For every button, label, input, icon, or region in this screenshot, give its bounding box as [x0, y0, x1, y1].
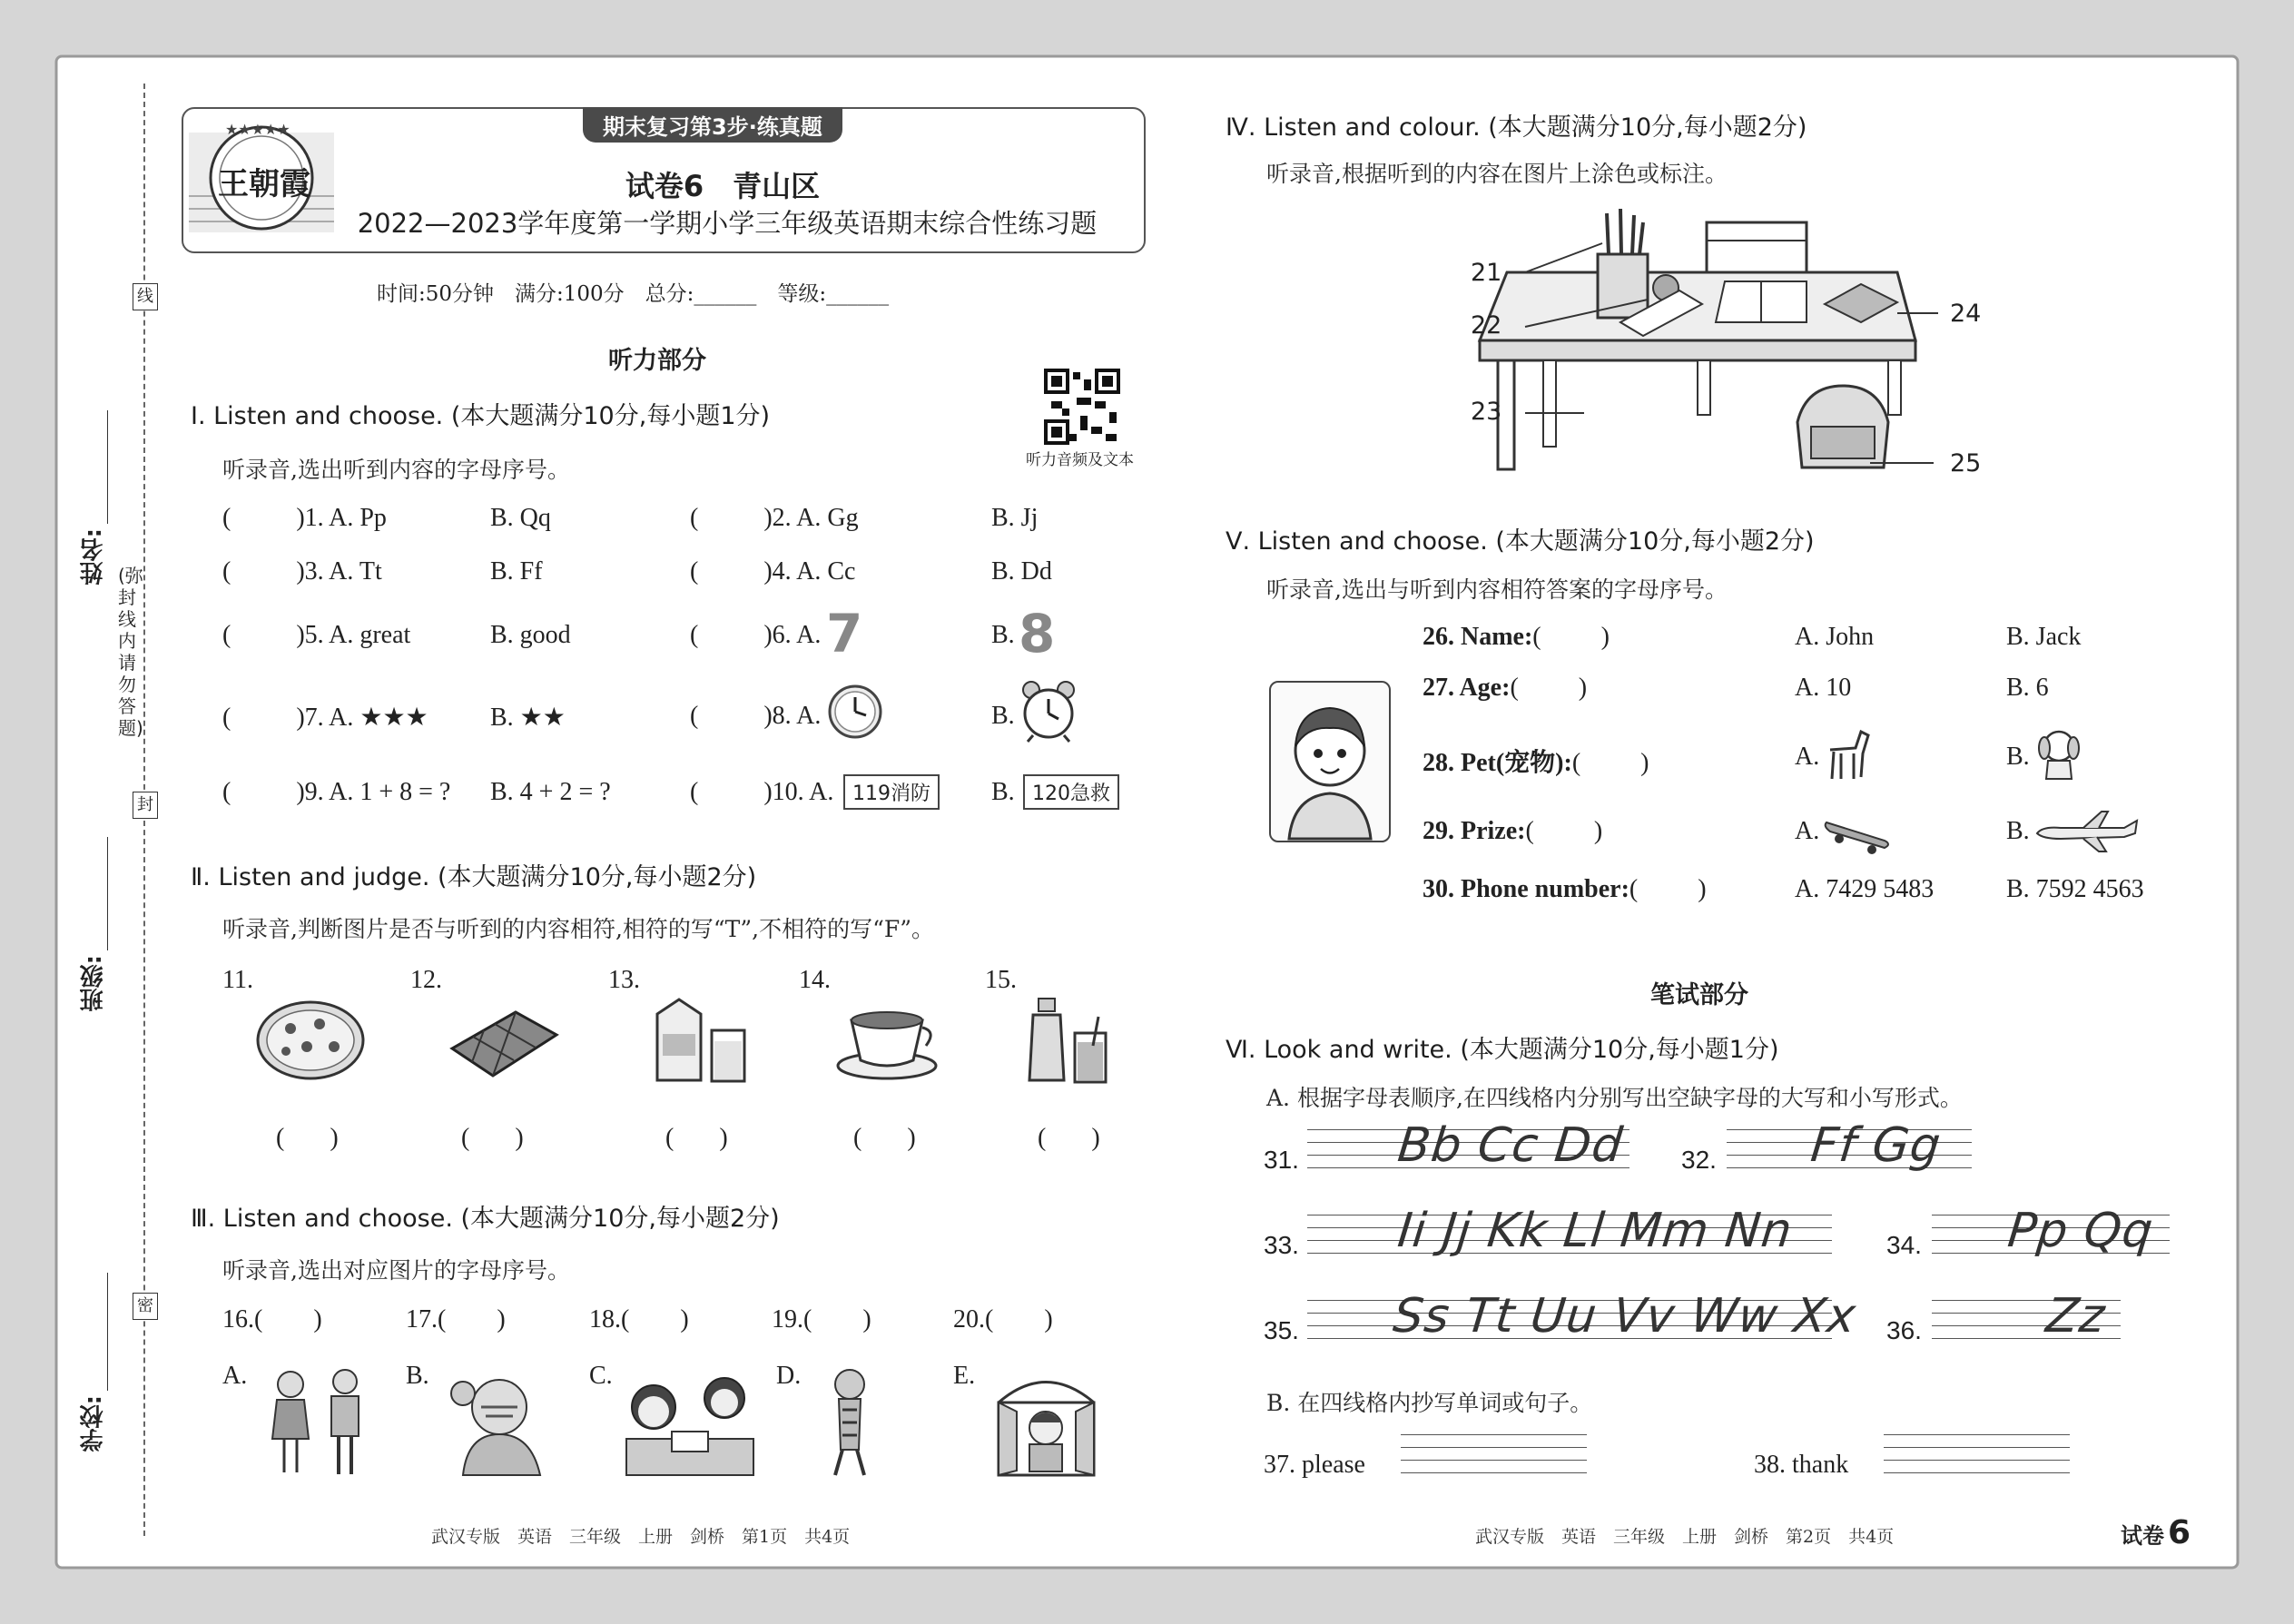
s1-item-2-b[interactable]: B. Jj	[991, 504, 1039, 532]
badge-label: 试卷	[2121, 1523, 2164, 1549]
tea-cup-picture	[835, 1000, 940, 1082]
s2-num-14: 14.	[799, 966, 831, 994]
s1-item-4-b[interactable]: B. Dd	[991, 557, 1052, 586]
s2-answer-13[interactable]: ( )	[665, 1124, 728, 1152]
seal-mi-mark: 密	[133, 1293, 158, 1320]
s3-letter-e: E.	[953, 1362, 976, 1390]
section-6-part-a: A. 根据字母表顺序,在四线格内分别写出空缺字母的大写和小写形式。	[1266, 1085, 1963, 1111]
s1-item-6-b[interactable]: B.	[991, 621, 1015, 649]
s3-item-20[interactable]: 20.( )	[953, 1305, 1053, 1334]
section-1-instruction: 听录音,选出听到内容的字母序号。	[222, 457, 570, 483]
s2-answer-12[interactable]: ( )	[461, 1124, 524, 1152]
s1-item-4[interactable]: ( )4. A. Cc	[690, 557, 856, 586]
letters-33: Ii Jj Kk Ll Mm Nn	[1394, 1204, 1796, 1258]
section-2-title: Ⅱ. Listen and judge. (本大题满分10分,每小题2分)	[191, 863, 757, 891]
s5-30-b[interactable]: B. 7592 4563	[2006, 875, 2144, 903]
chocolate-picture	[443, 1008, 561, 1080]
s2-num-12: 12.	[410, 966, 442, 994]
s5-28-a[interactable]: A.	[1795, 743, 1820, 771]
s3-letter-d: D.	[776, 1362, 802, 1390]
qr-caption: 听力音频及文本	[1026, 451, 1134, 469]
s5-27-b[interactable]: B. 6	[2006, 674, 2049, 702]
s5-29-a[interactable]: A.	[1795, 817, 1820, 845]
s6-num-32: 32.	[1681, 1146, 1717, 1174]
badge-number: 6	[2168, 1514, 2191, 1551]
s3-letter-a: A.	[222, 1362, 248, 1390]
boy-portrait	[1269, 681, 1391, 842]
s6-copy-37: 37. please	[1264, 1451, 1365, 1479]
header-box	[182, 107, 1146, 253]
s1-item-10-b[interactable]: B.	[991, 778, 1015, 806]
name-field[interactable]	[107, 410, 108, 524]
section-1-title: Ⅰ. Listen and choose. (本大题满分10分,每小题1分)	[191, 402, 771, 430]
section-2-instruction: 听录音,判断图片是否与听到的内容相符,相符的写“T”,不相符的写“F”。	[222, 916, 934, 942]
footer-right: 武汉专版 英语 三年级 上册 剑桥 第2页 共4页	[1475, 1527, 1895, 1547]
name-label: 姓名:	[80, 528, 107, 586]
class-label: 班级:	[80, 955, 107, 1012]
s5-q-28[interactable]: 28. Pet(宠物):( )	[1423, 749, 1649, 777]
s1-item-8-b[interactable]: B.	[991, 702, 1015, 730]
s2-num-15: 15.	[985, 966, 1017, 994]
s1-item-9[interactable]: ( )9. A. 1 + 8 = ?	[222, 778, 451, 806]
pizza-picture	[254, 997, 368, 1083]
s1-item-5-b[interactable]: B. good	[490, 621, 571, 649]
four-line-37[interactable]	[1401, 1434, 1587, 1474]
section-5-instruction: 听录音,选出与听到内容相符答案的字母序号。	[1266, 576, 1728, 603]
alarm-clock-icon	[1019, 679, 1078, 743]
dog-icon	[2033, 726, 2084, 782]
two-children-picture	[259, 1362, 377, 1480]
series-banner: 期末复习第3步·练真题	[583, 107, 842, 143]
s5-26-b[interactable]: B. Jack	[2006, 623, 2082, 651]
s2-answer-15[interactable]: ( )	[1038, 1124, 1100, 1152]
digit-7-glyph: 7	[826, 603, 863, 664]
s5-30-a[interactable]: A. 7429 5483	[1795, 875, 1935, 903]
fire-119-box: 119消防	[843, 774, 940, 810]
boy-window-picture	[989, 1366, 1103, 1480]
desk-label-23: 23	[1471, 398, 1502, 426]
footer-left: 武汉专版 英语 三年级 上册 剑桥 第1页 共4页	[431, 1527, 851, 1547]
juice-picture	[1028, 989, 1118, 1088]
tiger-toy-picture	[817, 1366, 881, 1480]
airplane-icon	[2033, 808, 2142, 853]
s3-item-18[interactable]: 18.( )	[589, 1305, 689, 1334]
desk-label-24: 24	[1950, 300, 1982, 328]
desk-label-22: 22	[1471, 311, 1502, 340]
s1-item-3[interactable]: ( )3. A. Tt	[222, 557, 382, 586]
s1-item-1-b[interactable]: B. Qq	[490, 504, 551, 532]
s5-29-b[interactable]: B.	[2006, 817, 2030, 845]
s1-item-1[interactable]: ( )1. A. Pp	[222, 504, 387, 532]
section-4-instruction: 听录音,根据听到的内容在图片上涂色或标注。	[1266, 161, 1728, 187]
letters-32: Ff Gg	[1807, 1118, 1944, 1173]
paper-number-badge	[2121, 1514, 2191, 1551]
horse-icon	[1821, 723, 1872, 786]
s3-item-17[interactable]: 17.( )	[406, 1305, 506, 1334]
letters-34: Pp Qq	[2004, 1204, 2156, 1258]
seal-feng-mark: 封	[133, 792, 158, 819]
paper-subtitle: 2022—2023学年度第一学期小学三年级英语期末综合性练习题	[357, 208, 1098, 239]
s2-answer-14[interactable]: ( )	[853, 1124, 916, 1152]
s6-num-36: 36.	[1886, 1316, 1922, 1344]
desk-label-21: 21	[1471, 259, 1502, 287]
s5-q-29[interactable]: 29. Prize:( )	[1423, 817, 1603, 845]
school-field[interactable]	[107, 1273, 108, 1391]
letters-31: Bb Cc Dd	[1394, 1118, 1626, 1173]
s3-letter-b: B.	[406, 1362, 429, 1390]
s6-copy-38: 38. thank	[1754, 1451, 1849, 1479]
binding-margin	[56, 56, 165, 1568]
section-6-part-b: B. 在四线格内抄写单词或句子。	[1266, 1390, 1593, 1416]
svg-text:★★★★★: ★★★★★	[225, 121, 290, 138]
wall-clock-icon	[826, 683, 884, 741]
s1-item-7[interactable]: ( )7. A. ★★★	[222, 704, 428, 732]
listening-title: 听力部分	[608, 347, 706, 375]
section-3-instruction: 听录音,选出对应图片的字母序号。	[222, 1257, 570, 1284]
s5-q-27[interactable]: 27. Age:( )	[1423, 674, 1588, 702]
tiger-mascot-picture	[440, 1366, 558, 1480]
digit-8-glyph: 8	[1019, 603, 1056, 664]
desk-label-25: 25	[1950, 449, 1982, 477]
s1-item-7-b[interactable]: B. ★★	[490, 704, 566, 732]
s2-num-11: 11.	[222, 966, 253, 994]
s5-27-a[interactable]: A. 10	[1795, 674, 1852, 702]
kids-at-desk-picture	[617, 1366, 763, 1480]
s3-letter-c: C.	[589, 1362, 613, 1390]
section-3-title: Ⅲ. Listen and choose. (本大题满分10分,每小题2分)	[191, 1205, 780, 1233]
qr-code[interactable]	[1044, 369, 1120, 445]
s2-answer-11[interactable]: ( )	[276, 1124, 339, 1152]
seal-warning: (弥封线内请勿答题)	[118, 565, 143, 739]
s5-26-a[interactable]: A. John	[1795, 623, 1875, 651]
s6-num-34: 34.	[1886, 1231, 1922, 1259]
s1-item-6[interactable]: ( )6. A.	[690, 621, 822, 649]
section-6-title: Ⅵ. Look and write. (本大题满分10分,每小题1分)	[1226, 1036, 1779, 1064]
s1-item-9-b[interactable]: B. 4 + 2 = ?	[490, 778, 611, 806]
s6-num-31: 31.	[1264, 1146, 1299, 1174]
school-label: 学校:	[80, 1395, 107, 1452]
writing-title: 笔试部分	[1650, 981, 1748, 1009]
exam-meta: 时间:50分钟 满分:100分 总分:______ 等级:______	[377, 282, 890, 306]
s5-28-b[interactable]: B.	[2006, 743, 2030, 771]
letters-36: Zz	[2043, 1289, 2109, 1343]
s1-item-5[interactable]: ( )5. A. great	[222, 621, 411, 649]
section-5-title: Ⅴ. Listen and choose. (本大题满分10分,每小题2分)	[1226, 527, 1815, 556]
section-4-title: Ⅳ. Listen and colour. (本大题满分10分,每小题2分)	[1226, 113, 1807, 142]
s5-q-30[interactable]: 30. Phone number:( )	[1423, 875, 1707, 903]
class-field[interactable]	[107, 837, 108, 950]
paper-title: 试卷6 青山区	[625, 169, 821, 203]
seal-line-mark: 线	[133, 283, 158, 310]
s1-item-2[interactable]: ( )2. A. Gg	[690, 504, 859, 532]
s1-item-3-b[interactable]: B. Ff	[490, 557, 543, 586]
s3-item-19[interactable]: 19.( )	[772, 1305, 871, 1334]
emergency-120-box: 120急救	[1023, 774, 1119, 810]
s6-num-33: 33.	[1264, 1231, 1299, 1259]
milk-picture	[652, 994, 752, 1085]
logo-text: 王朝霞	[218, 166, 310, 202]
desk-pointer-lines	[1498, 227, 1970, 481]
s6-num-35: 35.	[1264, 1316, 1299, 1344]
four-line-38[interactable]	[1884, 1434, 2070, 1474]
letters-35: Ss Tt Uu Vv Ww Xx	[1390, 1289, 1859, 1343]
s2-num-13: 13.	[608, 966, 640, 994]
s1-item-10[interactable]: ( )10. A.	[690, 778, 834, 806]
s5-q-26[interactable]: 26. Name:( )	[1423, 623, 1610, 651]
s3-item-16[interactable]: 16.( )	[222, 1305, 322, 1334]
s1-item-8[interactable]: ( )8. A.	[690, 702, 822, 730]
skateboard-icon	[1821, 810, 1894, 855]
